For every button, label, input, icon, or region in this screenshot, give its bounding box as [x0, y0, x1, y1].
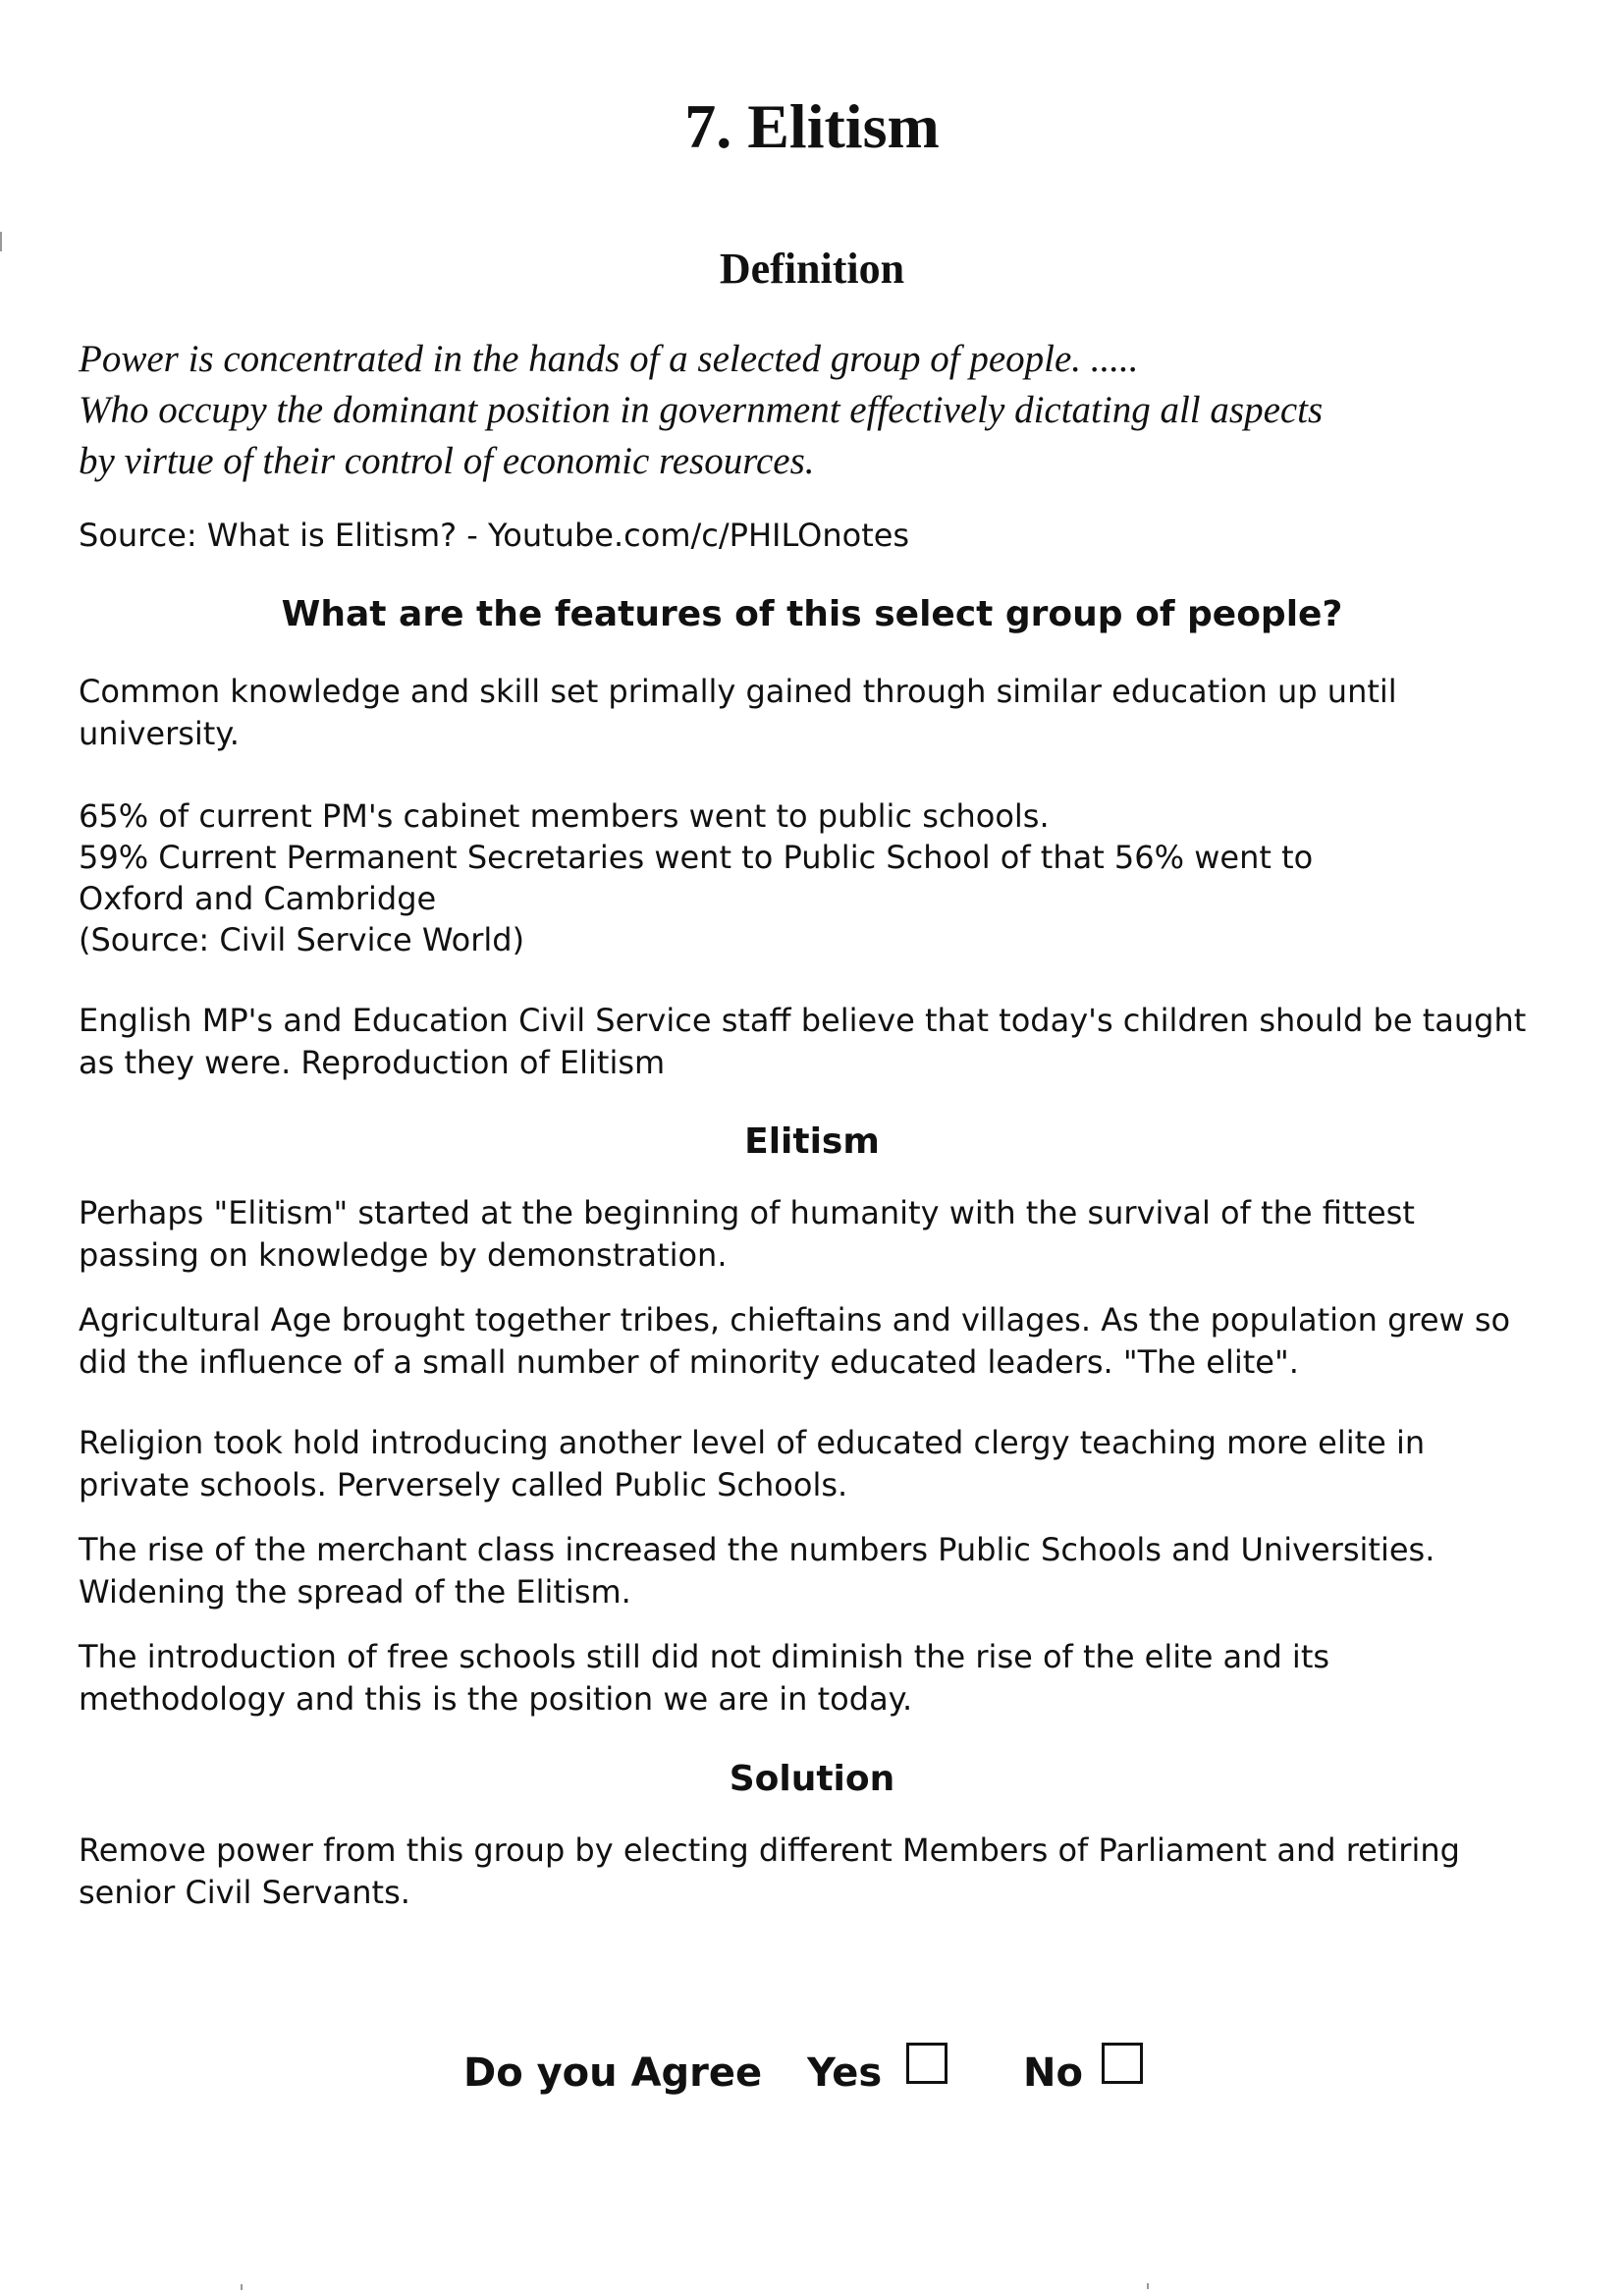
definition-line-1: Power is concentrated in the hands of a selected group of people. ..... — [79, 338, 1139, 380]
elitism-paragraph-3: Religion took hold introducing another level of educated clergy teaching more elite in private schools. Perversely called Public Schools. — [79, 1424, 1426, 1503]
definition-heading: Definition — [719, 245, 905, 293]
agree-row — [0, 2043, 1624, 2111]
scan-artifact — [1147, 2283, 1149, 2289]
elitism-paragraph-5: The introduction of free schools still did not diminish the rise of the elite and its methodology and this is the position we are in today. — [79, 1638, 1330, 1718]
yes-checkbox[interactable] — [906, 2043, 947, 2084]
elitism-heading: Elitism — [744, 1121, 880, 1162]
elitism-paragraph-1: Perhaps "Elitism" started at the beginning of humanity with the survival of the fittest passing on knowledge by demonstration. — [79, 1194, 1415, 1274]
scan-artifact — [0, 232, 2, 251]
page-title: 7. Elitism — [684, 91, 940, 161]
features-paragraph-1: Common knowledge and skill set primally gained through similar education up until university. — [79, 673, 1397, 752]
definition-line-2: Who occupy the dominant position in government effectively dictating all aspects — [79, 389, 1324, 431]
features-stat-1: 65% of current PM's cabinet members went to public schools. — [79, 797, 1050, 835]
agree-question: Do you Agree — [463, 2050, 763, 2096]
no-label: No — [1023, 2050, 1083, 2096]
solution-heading: Solution — [729, 1759, 895, 1799]
features-stat-2: 59% Current Permanent Secretaries went to Public School of that 56% went to — [79, 839, 1314, 876]
features-stat-3: Oxford and Cambridge — [79, 880, 437, 917]
solution-text: Remove power from this group by electing different Members of Parliament and retiring senior Civil Servants. — [79, 1831, 1460, 1911]
elitism-paragraph-4: The rise of the merchant class increased the numbers Public Schools and Universities. Widening the spread of the Elitism. — [79, 1531, 1435, 1611]
elitism-paragraph-2: Agricultural Age brought together tribes, chieftains and villages. As the population grew so did the influence of a small number of minority educated leaders. "The elite". — [79, 1301, 1511, 1381]
features-stat-source: (Source: Civil Service World) — [79, 921, 525, 958]
scan-artifact — [241, 2284, 243, 2290]
definition-source: Source: What is Elitism? - Youtube.com/c/PHILOnotes — [79, 517, 910, 554]
features-heading: What are the features of this select group of people? — [281, 594, 1343, 634]
features-paragraph-2: English MP's and Education Civil Service staff believe that today's children should be taught as they were. Reproduction of Elitism — [79, 1002, 1527, 1081]
no-checkbox[interactable] — [1102, 2043, 1143, 2084]
yes-label: Yes — [807, 2050, 883, 2096]
definition-line-3: by virtue of their control of economic resources. — [79, 440, 815, 482]
